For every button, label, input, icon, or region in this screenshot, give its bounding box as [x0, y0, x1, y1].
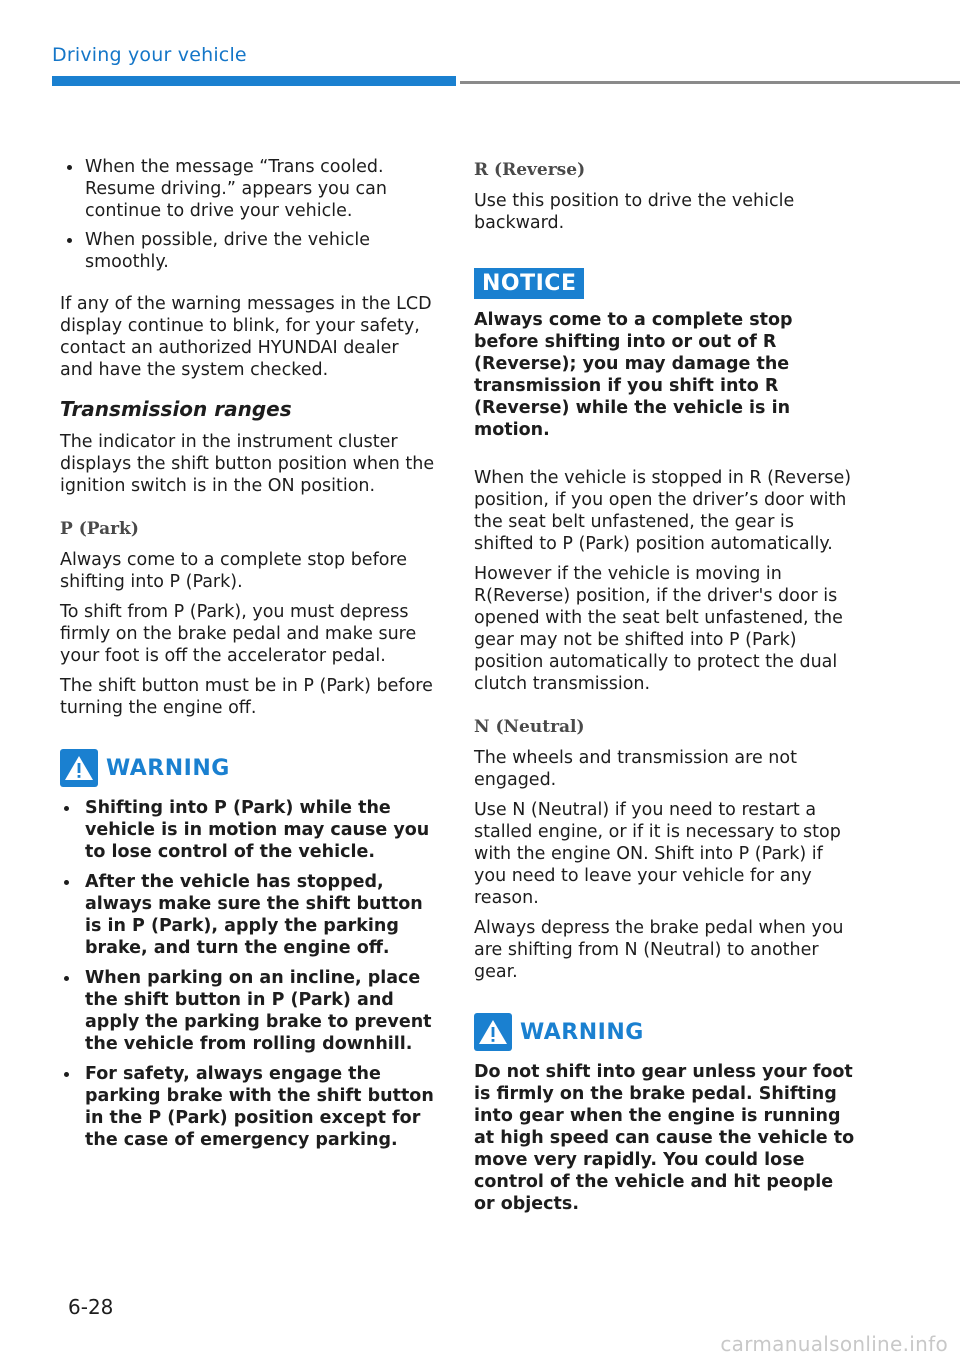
page-number: 6-28	[68, 1295, 114, 1319]
warning-label: WARNING	[520, 1019, 644, 1045]
list-item: When possible, drive the vehicle smoothly.	[60, 229, 436, 273]
warning-triangle-icon	[60, 749, 98, 787]
warning-item: When parking on an incline, place the shift button in P (Park) and apply the parking brake to prevent the vehicle from rolling downhill.	[60, 967, 436, 1055]
warning-list	[60, 797, 436, 1151]
right-column	[474, 160, 858, 1241]
warning-triangle-icon	[474, 1013, 512, 1051]
warning-item: Shifting into P (Park) while the vehicle is in motion may cause you to lose control of the vehicle.	[60, 797, 436, 863]
trans-cooled-list	[60, 156, 436, 273]
watermark: carmanualsonline.info	[720, 1332, 948, 1356]
reverse-heading: R (Reverse)	[474, 160, 586, 180]
header-rule-gray	[460, 81, 960, 84]
warning-title	[474, 1013, 858, 1051]
park-paragraph: Always come to a complete stop before shifting into P (Park).	[60, 550, 408, 592]
warning-text: Do not shift into gear unless your foot is firmly on the brake pedal. Shifting into gear when the engine is running at high speed can cause the vehicle to move very rapidly. You could lose control of the vehicle and hit people or objects.	[474, 1062, 855, 1214]
neutral-paragraph: Use N (Neutral) if you need to restart a stalled engine, or if it is necessary to stop with the engine ON. Shift into P (Park) if you need to leave your vehicle for any reason.	[474, 800, 841, 908]
park-heading: P (Park)	[60, 519, 139, 539]
notice-badge: NOTICE	[474, 268, 584, 299]
left-column	[60, 156, 436, 1159]
reverse-detail-paragraph: When the vehicle is stopped in R (Reverse) position, if you open the driver’s door with the seat belt unfastened, the gear is shifted to P (Park) position automatically.	[474, 468, 852, 554]
warning-item: For safety, always engage the parking brake with the shift button in the P (Park) position except for the case of emergency parking.	[60, 1063, 436, 1151]
neutral-paragraph: Always depress the brake pedal when you are shifting from N (Neutral) to another gear.	[474, 918, 844, 982]
neutral-heading: N (Neutral)	[474, 717, 585, 737]
park-paragraph: To shift from P (Park), you must depress firmly on the brake pedal and make sure your foot is off the accelerator pedal.	[60, 602, 417, 666]
reverse-detail-paragraph: However if the vehicle is moving in R(Reverse) position, if the driver's door is opened with the seat belt unfastened, the gear may not be shifted into P (Park) position automatically to protect the dual clutch transmission.	[474, 564, 843, 694]
neutral-paragraph: The wheels and transmission are not engaged.	[474, 748, 797, 790]
reverse-paragraph: Use this position to drive the vehicle backward.	[474, 191, 795, 233]
warning-title	[60, 749, 436, 787]
warning-messages-paragraph: If any of the warning messages in the LCD display continue to blink, for your safety, contact an authorized HYUNDAI dealer and have the system checked.	[60, 294, 432, 380]
warning-label: WARNING	[106, 755, 230, 781]
notice-text: Always come to a complete stop before shifting into or out of R (Reverse); you may damage the transmission if you shift into R (Reverse) while the vehicle is in motion.	[474, 310, 793, 440]
header-section-title: Driving your vehicle	[52, 44, 247, 66]
indicator-paragraph: The indicator in the instrument cluster displays the shift button position when the ignition switch is in the ON position.	[60, 432, 435, 496]
park-paragraph: The shift button must be in P (Park) before turning the engine off.	[60, 676, 433, 718]
section-heading: Transmission ranges	[60, 397, 292, 421]
header-rule-blue	[52, 76, 456, 86]
warning-item: After the vehicle has stopped, always make sure the shift button is in P (Park), apply the parking brake, and turn the engine off.	[60, 871, 436, 959]
list-item: When the message “Trans cooled. Resume driving.” appears you can continue to drive your vehicle.	[60, 156, 436, 222]
